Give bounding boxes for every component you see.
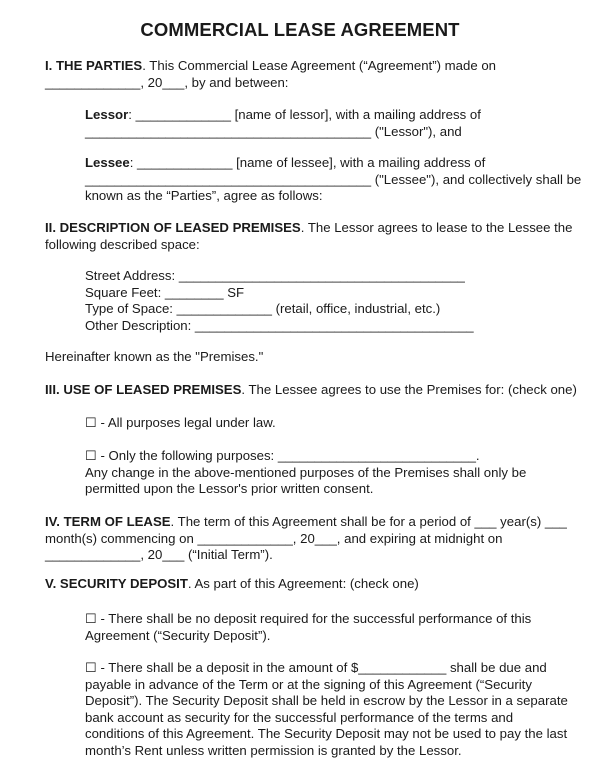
type-of-space-field: Type of Space: _____________ (retail, office, industrial, etc.) — [85, 301, 441, 317]
term-line-1: IV. TERM OF LEASE. The term of this Agreement shall be for a period of ___ year(s) ___ — [45, 514, 567, 529]
deposit-option-amount[interactable]: ☐ - There shall be a deposit in the amount of $____________ shall be due and payable in advance of the Term or at the signing of this Agreement (“Security Deposit”). The Security Deposit shall be held in escrow by the Lessor in a separate bank account as security for the successful performance of the terms and conditions of this Agreement. The Security Deposit may not be used to pay the last month’s Rent unless written permission is granted by the Lessor. — [85, 660, 568, 758]
section-parties — [45, 58, 496, 91]
premises-hereinafter: Hereinafter known as the "Premises." — [45, 349, 264, 364]
section-heading-term: IV. TERM OF LEASE — [45, 514, 171, 529]
lessor-block — [85, 107, 481, 140]
section-term — [45, 514, 567, 564]
other-description-field: Other Description: ______________________________________ — [85, 317, 474, 333]
deposit-line-1: V. SECURITY DEPOSIT. As part of this Agreement: (check one) — [45, 576, 419, 591]
use-option-all-purposes[interactable]: ☐ - All purposes legal under law. — [85, 415, 276, 430]
lessor-line-2: _______________________________________ ("Lessor"), and — [85, 123, 462, 139]
section-heading-deposit: V. SECURITY DEPOSIT — [45, 576, 188, 591]
use-line-1: III. USE OF LEASED PREMISES. The Lessee agrees to use the Premises for: (check one) — [45, 382, 577, 397]
parties-line-2: _____________, 20___, by and between: — [45, 74, 289, 90]
document-title: COMMERCIAL LEASE AGREEMENT — [140, 19, 460, 40]
lessee-line-1: Lessee: _____________ [name of lessee], with a mailing address of — [85, 155, 486, 170]
lessee-block — [85, 155, 581, 205]
section-premises — [45, 220, 572, 253]
lessor-line-1: Lessor: _____________ [name of lessor], with a mailing address of — [85, 107, 481, 122]
use-option-specific-purposes[interactable]: ☐ - Only the following purposes: ___________________________. Any change in the above-mentioned purposes of the Premises shall only be permitted upon the Lessor's prior written consent. — [85, 448, 527, 497]
section-heading-parties: I. THE PARTIES — [45, 58, 143, 73]
term-line-2: month(s) commencing on _____________, 20___, and expiring at midnight on — [45, 530, 503, 546]
premises-line-2: following described space: — [45, 236, 200, 252]
deposit-option-none[interactable]: ☐ - There shall be no deposit required for the successful performance of this Agreement (“Security Deposit”). — [85, 611, 532, 643]
lessee-line-3: known as the “Parties”, agree as follows: — [85, 188, 323, 204]
section-heading-premises: II. DESCRIPTION OF LEASED PREMISES — [45, 220, 301, 235]
premises-line-1: II. DESCRIPTION OF LEASED PREMISES. The Lessor agrees to lease to the Lessee the — [45, 220, 573, 235]
premises-details — [85, 268, 474, 334]
lessor-label: Lessor — [85, 107, 129, 122]
section-heading-use: III. USE OF LEASED PREMISES — [45, 382, 242, 397]
lessee-label: Lessee — [85, 155, 130, 170]
square-feet-field: Square Feet: ________ SF — [85, 284, 245, 300]
section-use — [45, 382, 577, 399]
parties-line-1: I. THE PARTIES. This Commercial Lease Agreement (“Agreement”) made on — [45, 58, 496, 73]
term-line-3: _____________, 20___ (“Initial Term”). — [45, 547, 273, 563]
section-deposit — [45, 576, 419, 593]
lessee-line-2: _______________________________________ ("Lessee"), and collectively shall be — [85, 171, 582, 187]
street-address-field: Street Address: _______________________________________ — [85, 268, 465, 283]
